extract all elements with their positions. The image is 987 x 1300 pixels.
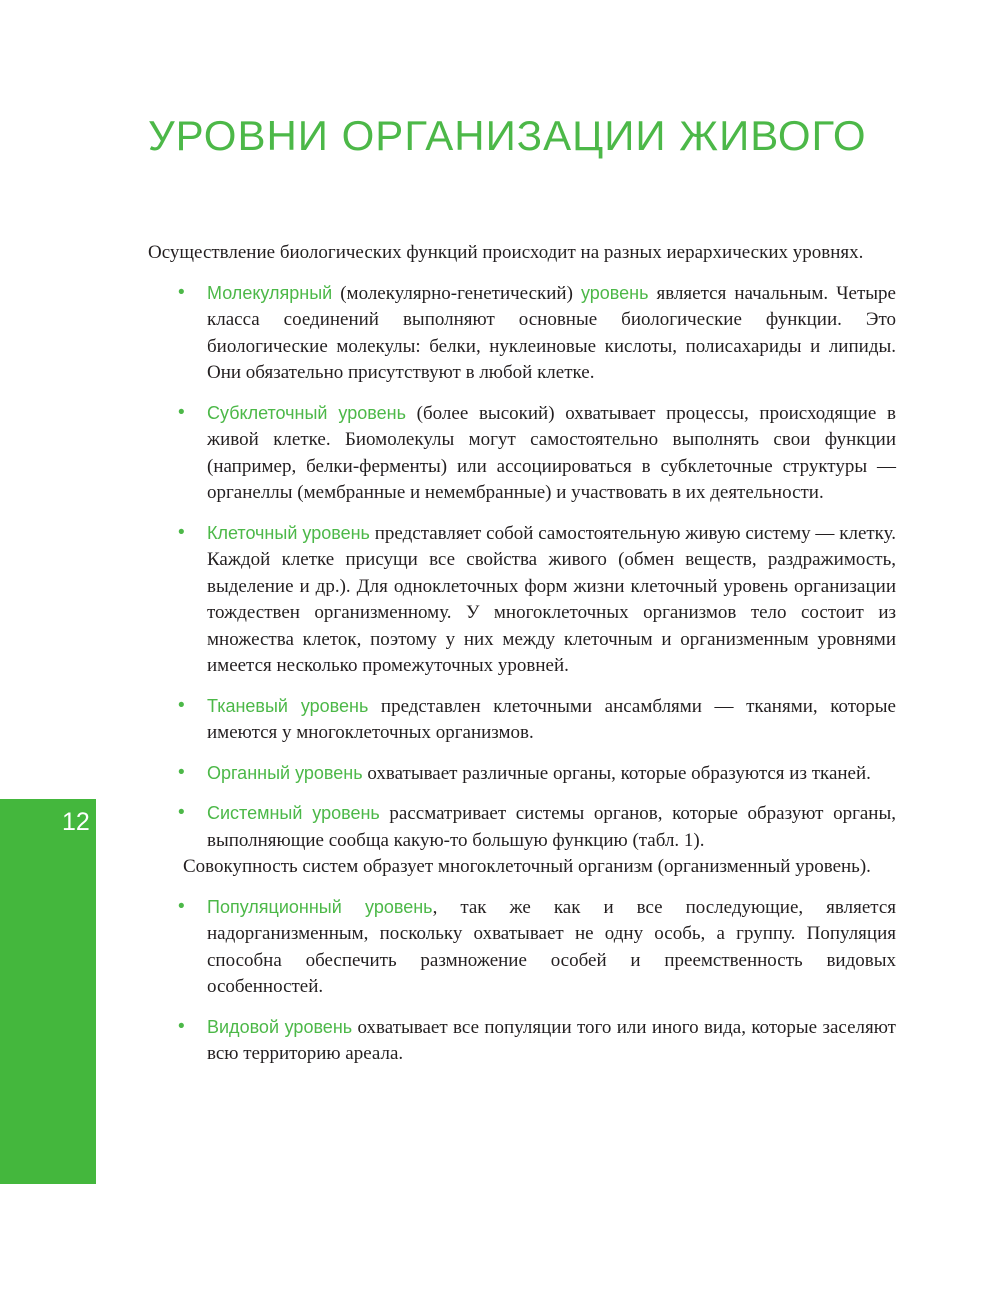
- level-term: Органный уровень: [207, 762, 363, 783]
- list-item: [148, 693, 896, 747]
- page-number: 12: [62, 808, 90, 836]
- level-text: представлен клеточными ансамблями — тканями, которые имеются у многоклеточных организмов.: [207, 695, 896, 743]
- level-term: уровень: [580, 282, 649, 303]
- list-item: [148, 760, 896, 788]
- level-term: Популяционный уровень: [207, 896, 433, 917]
- list-item: [148, 400, 896, 507]
- page-title: УРОВНИ ОРГАНИЗАЦИИ ЖИВОГО: [148, 112, 867, 159]
- level-text: охватывает различные органы, которые образуются из тканей.: [362, 762, 871, 784]
- level-text: рассматривает системы органов, которые образуют органы, выполняющие сообща какую-то большую функцию (табл. 1).: [207, 803, 896, 851]
- level-text: , так же как и все последующие, является надорганизменным, поскольку охватывает не одну особь, а группу. Популяция способна обеспечить размножение особей и преемственность видовых особенностей.: [207, 896, 896, 997]
- list-item: [148, 1014, 896, 1068]
- body-text: [148, 240, 896, 1068]
- level-text: (молекулярно-генетический): [332, 282, 581, 304]
- level-text: представляет собой самостоятельную живую систему — клетку. Каждой клетке присущи все свойства живого (обмен веществ, раздражимость, выделение и др.). Для одноклеточных форм жизни клеточный уровень организации тождествен организменному. У многоклеточных организмов тело состоит из множества клеток, поэтому у них между клеточным и организменным уровнями имеется несколько промежуточных уровней.: [207, 522, 896, 676]
- intro-paragraph: Осуществление биологических функций происходит на разных иерархических уровнях.: [148, 242, 864, 263]
- level-term: Видовой уровень: [207, 1016, 353, 1037]
- bullet-icon: •: [178, 521, 185, 543]
- list-item: [148, 800, 896, 854]
- level-text: охватывает все популяции того или иного вида, которые заселяют всю территорию ареала.: [207, 1016, 896, 1064]
- bullet-icon: •: [178, 401, 185, 423]
- list-item: [148, 280, 896, 387]
- levels-list-b: [148, 894, 896, 1068]
- list-item: [148, 894, 896, 1001]
- bullet-icon: •: [178, 1015, 185, 1037]
- bullet-icon: •: [178, 281, 185, 303]
- level-term: Системный уровень: [207, 803, 380, 823]
- level-text: (более высокий) охватывает процессы, происходящие в живой клетке. Биомолекулы могут самостоятельно выполнять свои функции (например, белки-ферменты) или ассоциироваться в субклеточные структуры — органеллы (мембранные и немембранные) и участвовать в их деятельности.: [207, 402, 896, 503]
- bullet-icon: •: [178, 802, 185, 823]
- side-band: [0, 799, 96, 1184]
- level-term: Молекулярный: [207, 282, 333, 303]
- levels-list-a: [148, 280, 896, 855]
- level-term: Клеточный уровень: [207, 522, 370, 543]
- level-text: является начальным. Четыре класса соединений выполняют основные биологические функции. Это биологические молекулы: белки, нуклеиновые кислоты, полисахариды и липиды. Они обязательно присутствуют в любой клетке.: [207, 282, 896, 383]
- bullet-icon: •: [178, 895, 185, 917]
- level-term: Тканевый уровень: [207, 695, 369, 716]
- middle-paragraph: Совокупность систем образует многоклеточный организм (организменный уровень).: [183, 856, 871, 877]
- list-item: [148, 520, 896, 680]
- bullet-icon: •: [178, 761, 185, 783]
- level-term: Субклеточный уровень: [207, 402, 406, 423]
- bullet-icon: •: [178, 694, 185, 716]
